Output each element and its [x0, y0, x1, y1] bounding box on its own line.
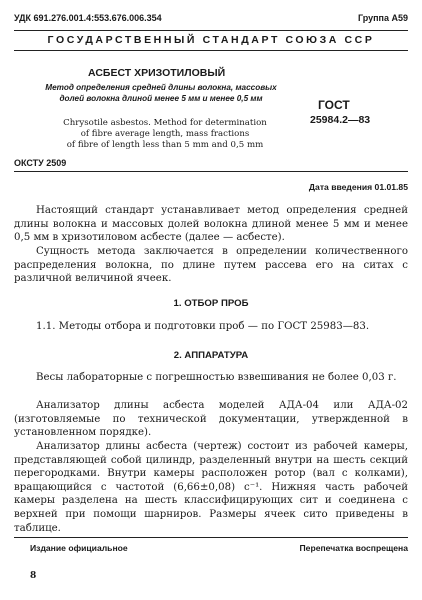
udk-code: УДК 691.276.001.4:553.676.006.354	[14, 13, 162, 23]
okstu-code: ОКСТУ 2509	[14, 158, 67, 168]
document-subtitle: Метод определения средней длины волокна, массовых долей волокна длиной менее 5 мм и менее 0,5 мм	[45, 83, 277, 103]
effective-date: Дата введения 01.01.85	[308, 182, 408, 192]
page-number: 8	[30, 571, 37, 581]
section-1-heading: 1. ОТБОР ПРОБ	[173, 298, 249, 309]
english-title: Chrysotile asbestos. Method for determination of fibre average length, mass fractions of fibre of length less than 5 mm and 0,5 mm	[63, 118, 267, 150]
okstu-rule	[14, 171, 408, 172]
intro-paragraph-1: Настоящий стандарт устанавливает метод определения средней длины волокна и массовых долей волокна длиной менее 5 мм и менее 0,5 мм в хризотиловом асбесте (далее — асбесте).	[14, 205, 408, 244]
intro-paragraph-2: Сущность метода заключается в определении количественного распределения волокна, по длине путем рассева его на ситах с различной величиной ячеек.	[14, 246, 408, 285]
group-code: Группа А59	[357, 13, 408, 23]
section-2-paragraph-3: Анализатор длины асбеста (чертеж) состоит из рабочей камеры, представляющей собой цилиндр, разделенный внутри на шесть секций перегородками. Внутри камеры расположен ротор (вал с колками), вращающийся с частотой (6,66±0,08) с⁻¹. Нижняя часть рабочей камеры разделена на шесть классифицирующих сит и соединена с верхней при помощи шарниров. Размеры ячеек сито приведены в таблице.	[14, 441, 408, 534]
header-rule-bottom	[14, 50, 408, 51]
document-title: АСБЕСТ ХРИЗОТИЛОВЫЙ	[88, 67, 226, 79]
footer-rule	[14, 537, 408, 538]
section-2-paragraph-1: Весы лабораторные с погрешностью взвешивания не более 0,03 г.	[36, 372, 397, 383]
header-rule-top	[14, 30, 408, 31]
section-1-text: 1.1. Методы отбора и подготовки проб — по ГОСТ 25983—83.	[36, 321, 370, 332]
standard-title: ГОСУДАРСТВЕННЫЙ СТАНДАРТ СОЮЗА ССР	[47, 34, 375, 46]
footer-official-edition: Издание официальное	[30, 543, 128, 553]
footer-reprint-prohibited: Перепечатка воспрещена	[299, 543, 408, 553]
section-2-paragraph-2: Анализатор длины асбеста моделей АДА-04 или АДА-02 (изготовляемые по технической документации, утвержденной в установленном порядке).	[14, 400, 408, 439]
section-2-heading: 2. АППАРАТУРА	[173, 350, 249, 361]
gost-number: 25984.2—83	[310, 114, 371, 126]
gost-label: ГОСТ	[318, 98, 350, 112]
